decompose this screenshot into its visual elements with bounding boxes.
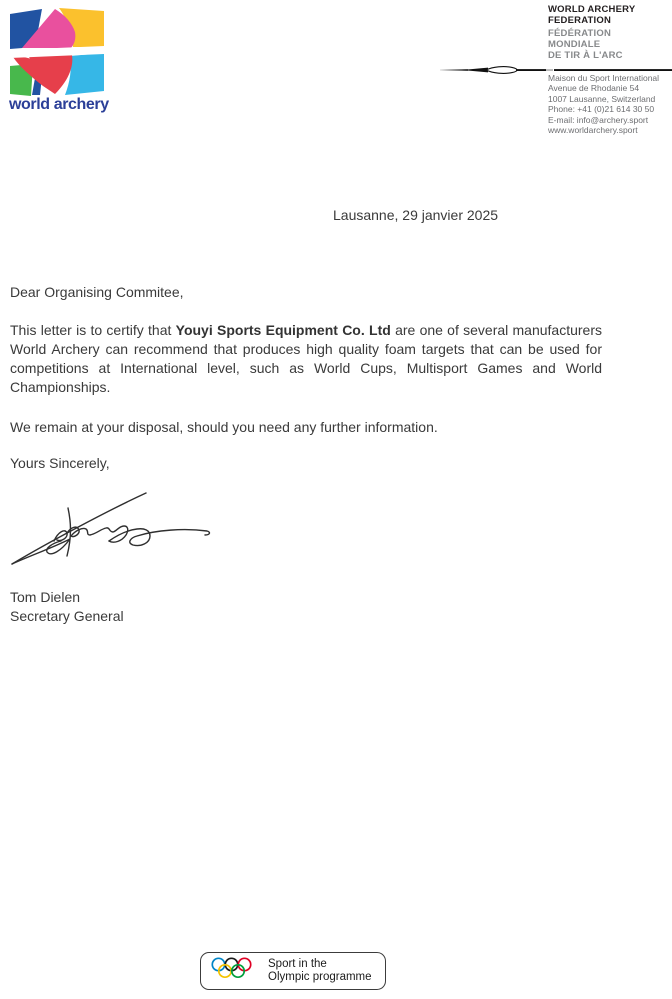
address-line: www.worldarchery.sport	[548, 125, 638, 136]
org-name-french	[548, 28, 623, 61]
signer-name: Tom Dielen	[10, 589, 81, 605]
world-archery-logo-icon	[10, 8, 104, 96]
olympic-rings-icon	[211, 956, 257, 987]
address-line: 1007 Lausanne, Switzerland	[548, 93, 656, 104]
body-paragraph	[10, 321, 602, 397]
olympic-badge-text	[268, 958, 372, 985]
olympic-badge-line2: Olympic programme	[268, 971, 372, 983]
address-line: Avenue de Rhodanie 54	[548, 83, 640, 94]
olympic-badge	[200, 952, 386, 990]
closing-line: We remain at your disposal, should you need any further information.	[10, 419, 438, 435]
body-text-after: are one of several manufacturers World Archery can recommend that produces high quality foam targets that can be used for competitions at International level, such as World Cups, Multisport Games and World Championships.	[10, 322, 603, 395]
address-block	[548, 73, 659, 135]
org-name-english	[548, 4, 635, 26]
valediction: Yours Sincerely,	[10, 455, 110, 471]
org-name-fr-line1: FÉDÉRATION	[548, 28, 612, 39]
address-line: E-mail: info@archery.sport	[548, 114, 649, 125]
address-line: Phone: +41 (0)21 614 30 50	[548, 104, 655, 115]
olympic-badge-line1: Sport in the	[268, 957, 327, 970]
salutation: Dear Organising Commitee,	[10, 284, 184, 300]
body-text-before: This letter is to certify that	[10, 322, 176, 338]
org-name-fr-line3: DE TIR À L'ARC	[548, 50, 623, 61]
signature-image	[4, 484, 224, 574]
signer-title: Secretary General	[10, 608, 124, 624]
dateline: Lausanne, 29 janvier 2025	[333, 207, 499, 223]
org-name-en-line2: FEDERATION	[548, 15, 612, 26]
manufacturer-name: Youyi Sports Equipment Co. Ltd	[175, 322, 391, 338]
org-name-fr-line2: MONDIALE	[548, 39, 601, 50]
org-name-en-line1: WORLD ARCHERY	[548, 4, 636, 15]
address-line: Maison du Sport International	[548, 73, 660, 83]
world-archery-wordmark: world archery	[9, 96, 109, 113]
